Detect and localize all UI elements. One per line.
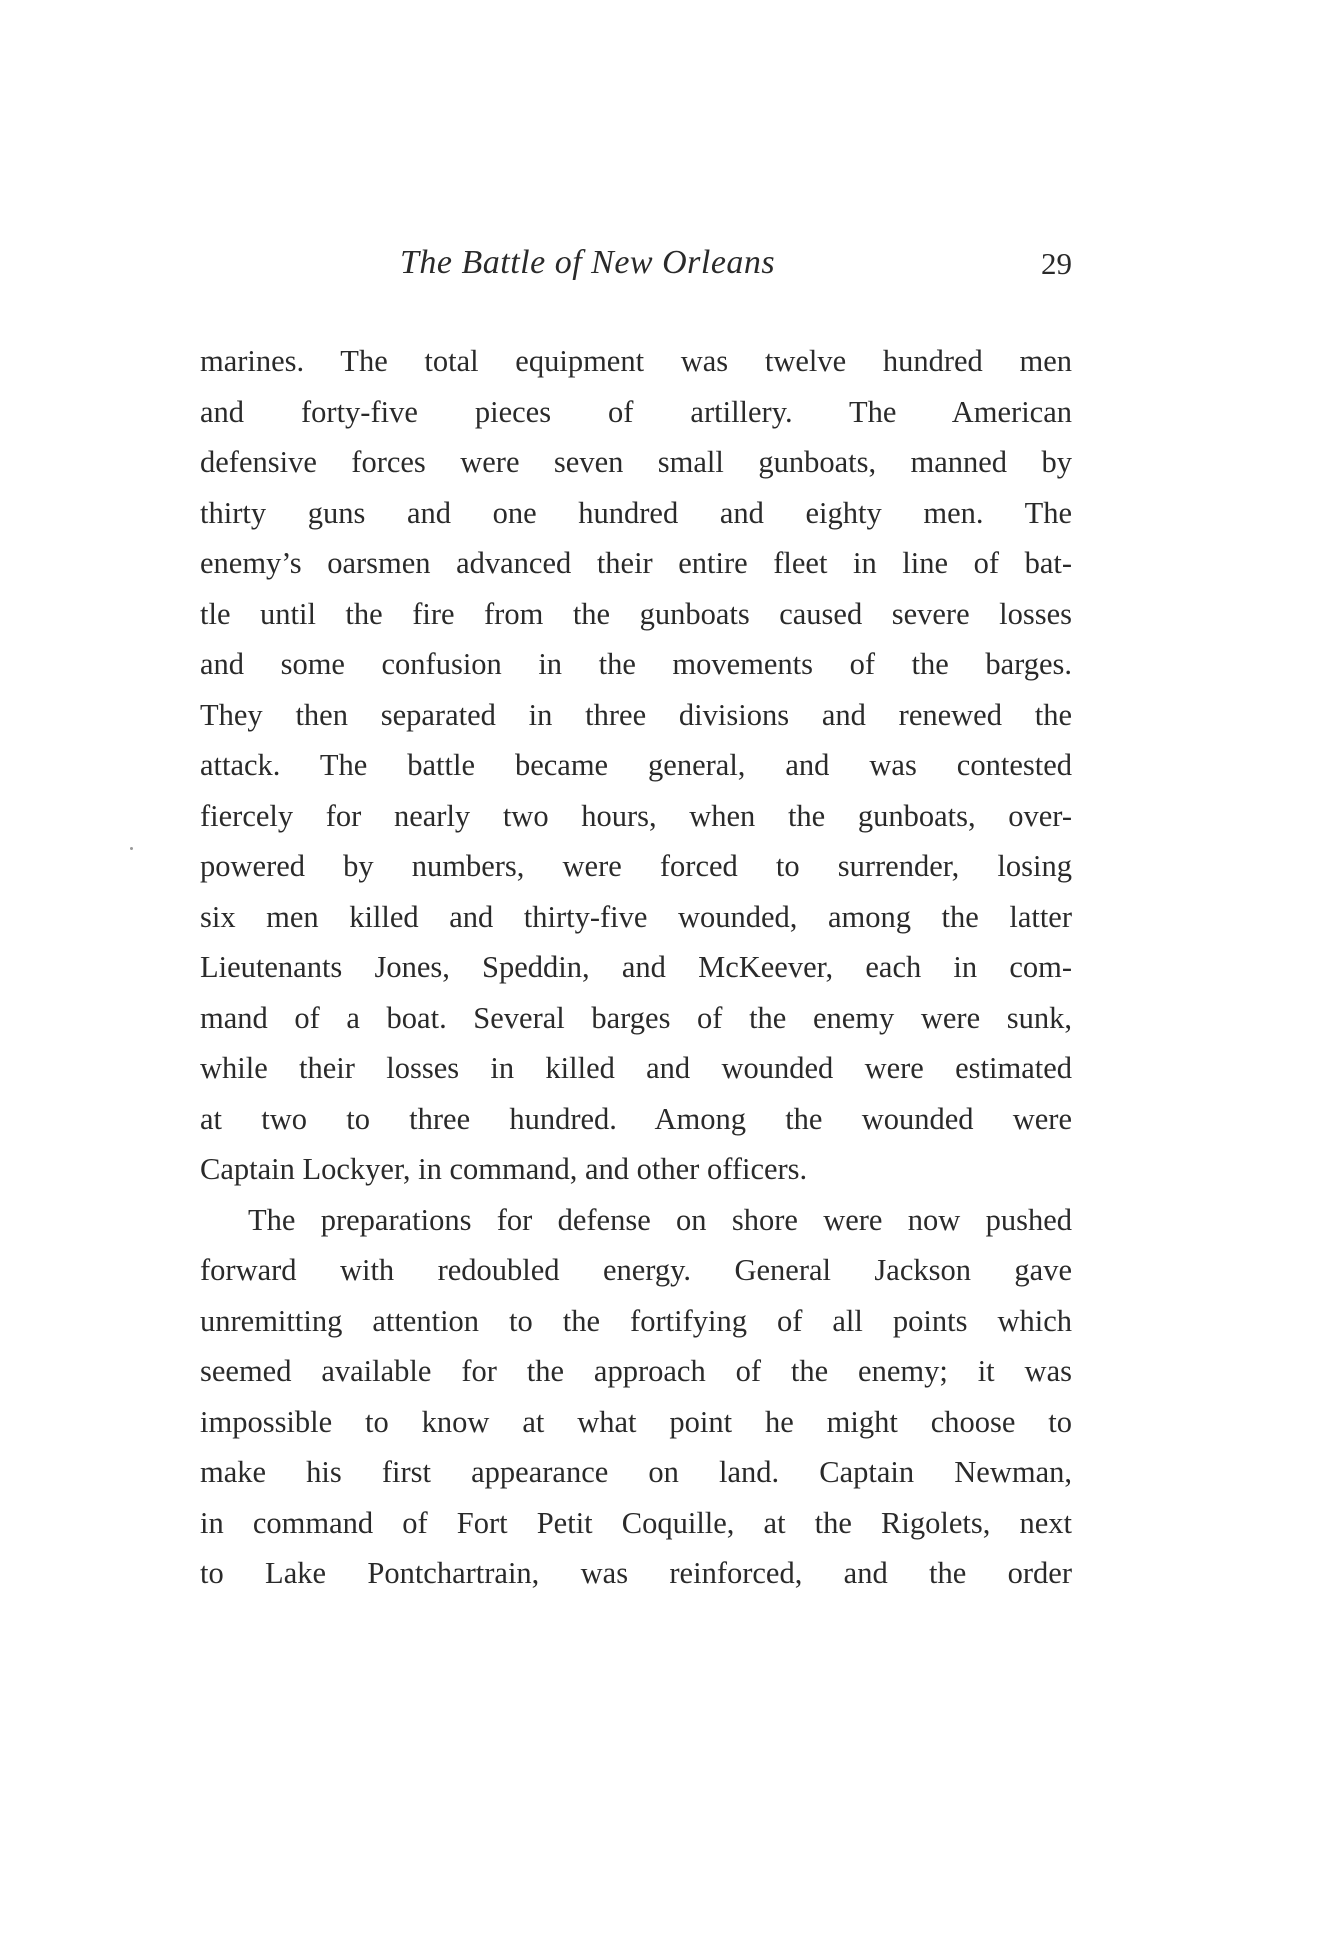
paragraph-1 [200,336,1072,1195]
text-line: thirty guns and one hundred and eighty men. The [200,495,1072,530]
text-line: mand of a boat. Several barges of the enemy were sunk, [200,1000,1072,1035]
text-line: forward with redoubled energy. General Jackson gave [200,1253,1072,1287]
text-line: and some confusion in the movements of the barges. [200,647,1072,681]
text-line: unremitting attention to the fortifying of all points which [200,1303,1072,1338]
text-line: fiercely for nearly two hours, when the gunboats, over- [200,798,1072,833]
text-line: impossible to know at what point he might choose to [200,1404,1072,1439]
body-text [200,336,1072,1599]
text-line: while their losses in killed and wounded were estimated [200,1051,1072,1085]
paragraph-2 [200,1195,1072,1599]
text-line: defensive forces were seven small gunboats, manned by [200,445,1072,479]
text-line: powered by numbers, were forced to surrender, losing [200,849,1072,883]
text-line: attack. The battle became general, and was contested [200,748,1072,782]
running-head [200,244,1072,294]
text-line: to Lake Pontchartrain, was reinforced, and the order [200,1556,1072,1590]
text-line: and forty-five pieces of artillery. The American [200,394,1072,429]
text-line: Lieutenants Jones, Speddin, and McKeever, each in com- [200,950,1072,984]
text-line: They then separated in three divisions and renewed the [200,697,1072,732]
text-line: Captain Lockyer, in command, and other officers. [200,1152,808,1186]
text-line: enemy’s oarsmen advanced their entire fleet in line of bat- [200,546,1072,580]
text-line: at two to three hundred. Among the wounded were [200,1101,1072,1136]
text-line: The preparations for defense on shore were now pushed [248,1202,1072,1237]
margin-speck [130,847,133,850]
text-line: tle until the fire from the gunboats caused severe losses [200,596,1072,631]
text-line: seemed available for the approach of the enemy; it was [200,1354,1072,1388]
text-line: make his first appearance on land. Captain Newman, [200,1455,1072,1489]
text-line: six men killed and thirty-five wounded, among the latter [200,899,1072,934]
text-line: in command of Fort Petit Coquille, at the Rigolets, next [200,1505,1072,1540]
running-title: The Battle of New Orleans [400,244,776,281]
text-line: marines. The total equipment was twelve hundred men [200,344,1072,378]
page-number: 29 [1041,246,1072,281]
